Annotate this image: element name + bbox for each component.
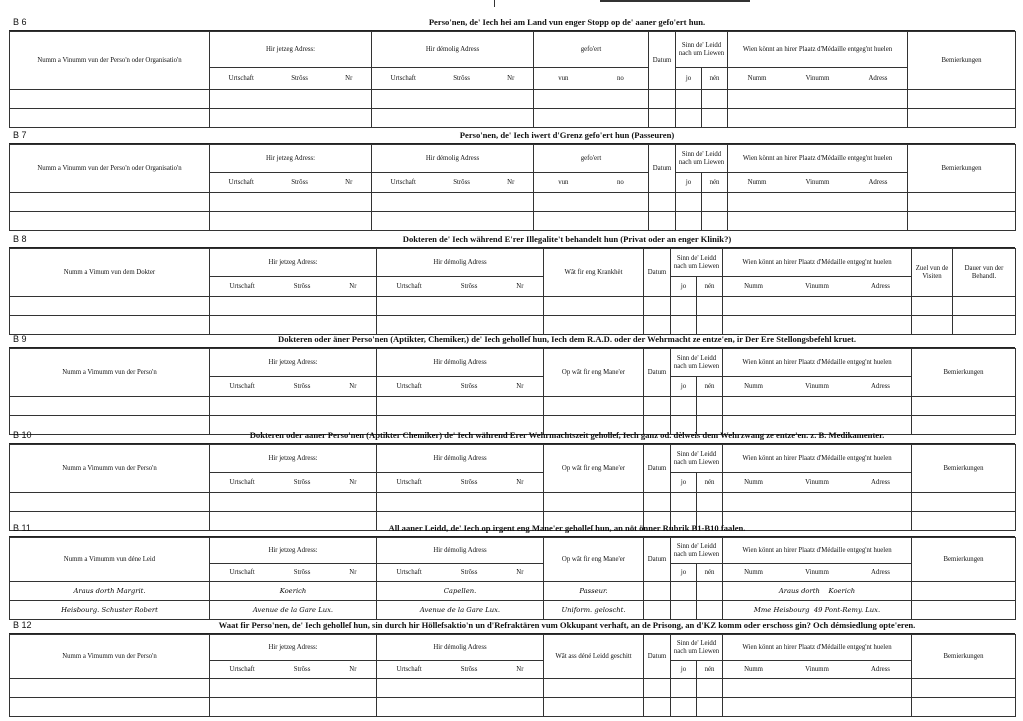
remarks-header: Bemierkungen [908,145,1016,193]
former-address-header: Hir démolig Adress [377,249,544,277]
date-header: Datum [644,349,671,397]
section-table [9,634,1016,717]
current-address-subheaders: Urtschaft Strôss Nr [210,68,372,90]
medal-header: Wien könnt an hirer Plaatz d'Médaille entgeg'nt huelen [723,349,912,377]
section-code: B 10 [13,430,32,440]
date-header: Datum [644,249,671,297]
first-column-header: Numm a Vinumm vun der Perso'n oder Organisatio'n [10,145,210,193]
medal-subheaders: Numm Vinumm Adress [723,377,912,397]
date-header: Datum [644,538,671,582]
section-title: Dokteren oder aaner Perso'nen (Aptikter Chemiker) de' Iech während Erer Wehrmachtszeit geholleſ, Iech ganz od. dèlweis dem Wehrzwang ze entze'en. z. B. Medikamenter. [249,430,885,440]
medal-header: Wien könnt an hirer Plaatz d'Médaille entgeg'nt huelen [723,538,912,564]
table-row [10,698,1016,717]
section-table [9,144,1016,231]
handwritten-manner: Passeur. [544,582,644,601]
date-header: Datum [649,145,676,193]
remarks-header: Bemierkungen [912,635,1016,679]
section-table [9,348,1016,435]
first-column-header: Numm a Vimum vun dem Dokter [10,249,210,297]
medal-subheaders: Numm Vinumm Adress [723,564,912,582]
current-address-subheaders: Urtschaft Strôss Nr [210,564,377,582]
handwritten-former-address: Avenue de la Gare Lux. [377,601,544,620]
no-header: nén [697,473,723,493]
handwritten-name: Heisbourg. Schuster Robert [10,601,210,620]
current-address-header: Hir jetzeg Adress: [210,249,377,277]
table-row [10,109,1016,128]
first-column-header: Numm a Vimumm vun der Perso'n [10,445,210,493]
section-header [9,430,1015,444]
handwritten-medal-recipient: Mme Heisbourg 49 Pont-Remy. Lux. [723,601,912,620]
table-row [10,212,1016,231]
current-address-subheaders: Urtschaft Strôss Nr [210,661,377,679]
date-header: Datum [649,32,676,90]
current-address-subheaders: Urtschaft Strôss Nr [210,377,377,397]
first-column-header: Numm a Vimumm vun der Perso'n [10,635,210,679]
medal-subheaders: Numm Vinumm Adress [723,661,912,679]
section-title: Perso'nen, de' Iech hei am Land vun enger Stopp op de' aaner gefo'ert hun. [428,17,706,27]
date-header: Datum [644,445,671,493]
date-header: Datum [644,635,671,679]
no-header: nén [697,661,723,679]
first-column-header: Numm a Vimumm vun déne Leid [10,538,210,582]
remarks-header: Bemierkungen [912,445,1016,493]
visits-header: Zuel vun de Visiten [912,249,953,297]
current-address-header: Hir jetzeg Adress: [210,32,372,68]
section-table [9,537,1016,620]
duration-header: Dauer vun der Behandl. [953,249,1016,297]
handwritten-manner: Uniform. geloscht. [544,601,644,620]
former-address-header: Hir démolig Adress [372,145,534,173]
section-header [9,234,1015,248]
from-to-subheaders: vun no [534,173,649,193]
medal-subheaders: Numm Vinumm Adress [728,68,908,90]
middle-column-header: Wât ass déné Leidd geschitt [544,635,644,679]
yes-header: jo [676,173,702,193]
meaning-header: Sinn de' Leidd nach um Liewen [676,145,728,173]
medal-subheaders: Numm Vinumm Adress [723,473,912,493]
former-address-header: Hir démolig Adress [377,538,544,564]
section-table [9,31,1016,128]
medal-subheaders: Numm Vinumm Adress [728,173,908,193]
meaning-header: Sinn de' Leidd nach um Liewen [671,538,723,564]
meaning-header: Sinn de' Leidd nach um Liewen [671,249,723,277]
table-row [10,493,1016,512]
handwritten-name: Araus dorth Margrit. [10,582,210,601]
first-column-header: Numm a Vimumm vun der Perso'n [10,349,210,397]
remarks-header: Bemierkungen [908,32,1016,90]
middle-column-header: gefo'ert [534,32,649,68]
table-row [10,90,1016,109]
section-code: B 8 [13,234,27,244]
section-title: Waat fir Perso'nen, de' Iech geholleſ hun, sin durch hir Höllefsaktio'n un d'Refraktären vum Okkupant verhaft, an de Prisong, an d'KZ komm oder erschoss gin? Och démsiedlung opte'eren. [218,620,916,630]
section-title: Dokteren de' Iech während E'rer Illegalite't behandelt hun (Privat oder an enger Klinik?) [402,234,732,244]
section-header [9,620,1015,634]
medal-header: Wien könnt an hirer Plaatz d'Médaille entgeg'nt huelen [728,32,908,68]
top-line [600,0,750,2]
section-title: All aaner Leidd, de' Iech op irgent eng Mane'er geholleſ hun, an nöt önner Rubrik B1-B10 faalen. [388,523,746,533]
table-row [10,582,1016,601]
no-header: nén [697,277,723,297]
section-code: B 6 [13,17,27,27]
section-title: Dokteren oder äner Perso'nen (Aptikter, Chemiker,) de' Iech geholleſ hun, Iech dem R.A.D. oder der Wehrmacht ze entze'en, ir Der Ere Stellongsbefehl kruet. [278,334,856,344]
current-address-subheaders: Urtschaft Strôss Nr [210,473,377,493]
section-title: Perso'nen, de' Iech iwert d'Grenz gefo'ert hun (Passeuren) [459,130,675,140]
table-row [10,297,1016,316]
no-header: nén [702,173,728,193]
former-address-subheaders: Urtschaft Strôss Nr [372,68,534,90]
current-address-header: Hir jetzeg Adress: [210,445,377,473]
meaning-header: Sinn de' Leidd nach um Liewen [676,32,728,68]
former-address-header: Hir démolig Adress [377,349,544,377]
section-code: B 12 [13,620,32,630]
medal-header: Wien könnt an hirer Plaatz d'Médaille entgeg'nt huelen [723,249,912,277]
current-address-subheaders: Urtschaft Strôss Nr [210,277,377,297]
current-address-subheaders: Urtschaft Strôss Nr [210,173,372,193]
table-row [10,679,1016,698]
yes-header: jo [671,473,697,493]
former-address-subheaders: Urtschaft Strôss Nr [377,377,544,397]
section-code: B 9 [13,334,27,344]
medal-header: Wien könnt an hirer Plaatz d'Médaille entgeg'nt huelen [723,445,912,473]
former-address-header: Hir démolig Adress [372,32,534,68]
middle-column-header: gefo'ert [534,145,649,173]
former-address-subheaders: Urtschaft Strôss Nr [377,277,544,297]
yes-header: jo [671,277,697,297]
middle-column-header: Wât fir eng Krankhèt [544,249,644,297]
no-header: nén [702,68,728,90]
remarks-header: Bemierkungen [912,538,1016,582]
remarks-header: Bemierkungen [912,349,1016,397]
medal-header: Wien könnt an hirer Plaatz d'Médaille entgeg'nt huelen [728,145,908,173]
section-table [9,444,1016,531]
medal-subheaders: Numm Vinumm Adress [723,277,912,297]
section-header [9,130,1015,144]
current-address-header: Hir jetzeg Adress: [210,635,377,661]
table-row [10,193,1016,212]
meaning-header: Sinn de' Leidd nach um Liewen [671,349,723,377]
current-address-header: Hir jetzeg Adress: [210,538,377,564]
current-address-header: Hir jetzeg Adress: [210,349,377,377]
section-table [9,248,1016,335]
former-address-subheaders: Urtschaft Strôss Nr [377,473,544,493]
section-header [9,523,1015,537]
meaning-header: Sinn de' Leidd nach um Liewen [671,635,723,661]
table-row [10,397,1016,416]
yes-header: jo [671,564,697,582]
former-address-subheaders: Urtschaft Strôss Nr [372,173,534,193]
former-address-subheaders: Urtschaft Strôss Nr [377,661,544,679]
top-mark [494,0,495,7]
table-row [10,316,1016,335]
middle-column-header: Op wât fir eng Mane'er [544,445,644,493]
current-address-header: Hir jetzeg Adress: [210,145,372,173]
handwritten-current-address: Koerich [210,582,377,601]
handwritten-medal-recipient: Araus dorth Koerich [723,582,912,601]
yes-header: jo [671,661,697,679]
no-header: nén [697,564,723,582]
meaning-header: Sinn de' Leidd nach um Liewen [671,445,723,473]
first-column-header: Numm a Vinumm vun der Perso'n oder Organisatio'n [10,32,210,90]
middle-column-header: Op wât fir eng Mane'er [544,538,644,582]
medal-header: Wien könnt an hirer Plaatz d'Médaille entgeg'nt huelen [723,635,912,661]
section-header [9,334,1015,348]
handwritten-current-address: Avenue de la Gare Lux. [210,601,377,620]
section-code: B 7 [13,130,27,140]
handwritten-former-address: Capellen. [377,582,544,601]
no-header: nén [697,377,723,397]
former-address-subheaders: Urtschaft Strôss Nr [377,564,544,582]
section-code: B 11 [13,523,31,533]
former-address-header: Hir démolig Adress [377,445,544,473]
former-address-header: Hir démolig Adress [377,635,544,661]
table-row [10,601,1016,620]
yes-header: jo [676,68,702,90]
middle-column-header: Op wât fir eng Mane'er [544,349,644,397]
from-to-subheaders: vun no [534,68,649,90]
section-header [9,17,1015,31]
yes-header: jo [671,377,697,397]
